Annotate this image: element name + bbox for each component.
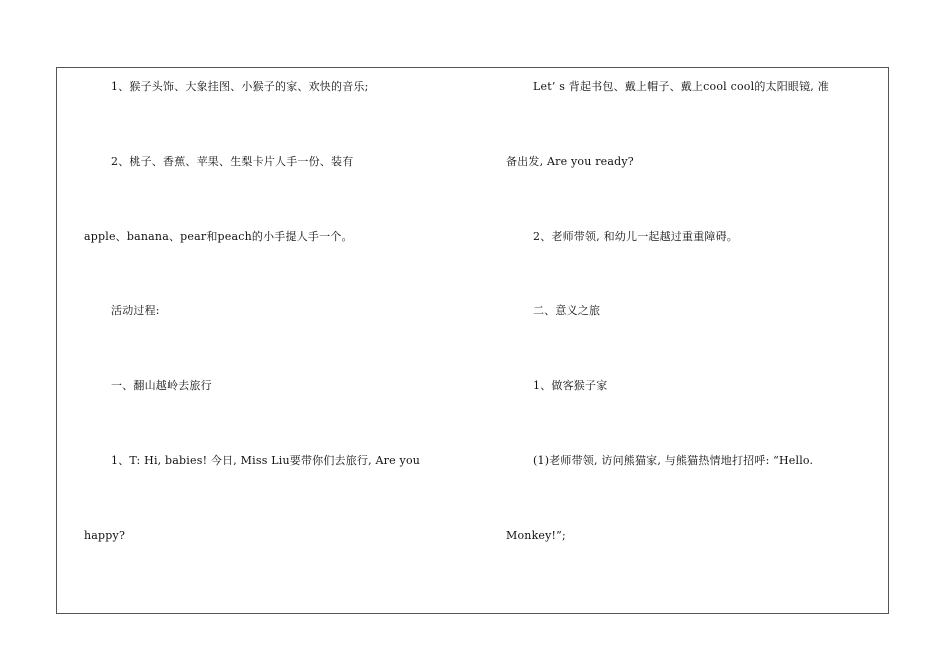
step-one-text-continued: happy? bbox=[84, 529, 126, 542]
step-one-text: 1、T: Hi, babies! 今日, Miss Liu要带你们去旅行, Are you bbox=[111, 454, 421, 467]
step-one-instructions-continued: 备出发, Are you ready? bbox=[506, 155, 634, 168]
materials-line-2: 2、桃子、香蕉、苹果、生梨卡片人手一份、装有 bbox=[111, 155, 354, 168]
activity-process-heading: 活动过程: bbox=[111, 304, 160, 317]
section-one-heading: 一、翻山越岭去旅行 bbox=[111, 379, 212, 392]
section-two-heading: 二、意义之旅 bbox=[533, 304, 601, 317]
visit-step-text: (1)老师带领, 访问熊猫家, 与熊猫热情地打招呼: “Hello. bbox=[533, 454, 814, 467]
step-two-text: 2、老师带领, 和幼儿一起越过重重障碍。 bbox=[533, 230, 738, 243]
materials-line-2-continued: apple、banana、pear和peach的小手提人手一个。 bbox=[84, 230, 353, 243]
step-one-instructions: Let’ s 背起书包、戴上帽子、戴上cool cool的太阳眼镜, 准 bbox=[533, 80, 829, 93]
subsection-visit-monkey-heading: 1、做客猴子家 bbox=[533, 379, 608, 392]
visit-step-text-continued: Monkey!”; bbox=[506, 529, 566, 542]
materials-line-1: 1、猴子头饰、大象挂图、小猴子的家、欢快的音乐; bbox=[111, 80, 369, 93]
page-frame bbox=[56, 67, 889, 614]
